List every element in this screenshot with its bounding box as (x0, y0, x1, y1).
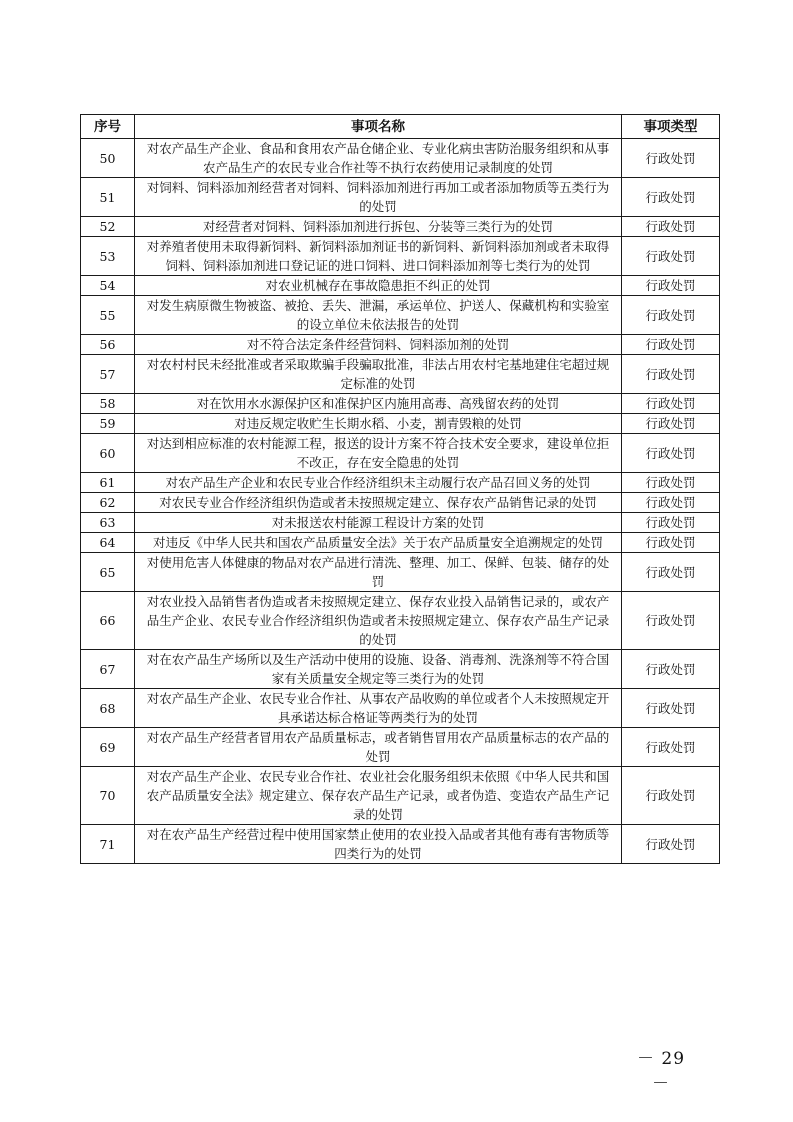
header-item-type: 事项类型 (622, 115, 720, 139)
table-row (81, 139, 720, 178)
row-serial-number: 53 (81, 237, 135, 276)
page-number: － 29 － (636, 1049, 686, 1094)
row-item-name: 对使用危害人体健康的物品对农产品进行清洗、整理、加工、保鲜、包装、储存的处罚 (135, 553, 622, 592)
row-item-type: 行政处罚 (622, 296, 720, 335)
table-row (81, 473, 720, 493)
row-item-name: 对在饮用水水源保护区和准保护区内施用高毒、高残留农药的处罚 (135, 394, 622, 414)
row-serial-number: 61 (81, 473, 135, 493)
row-serial-number: 68 (81, 689, 135, 728)
table-row (81, 728, 720, 767)
table-row (81, 533, 720, 553)
header-item-name: 事项名称 (135, 115, 622, 139)
row-item-name: 对农产品生产企业和农民专业合作经济组织未主动履行农产品召回义务的处罚 (135, 473, 622, 493)
row-serial-number: 64 (81, 533, 135, 553)
row-item-type: 行政处罚 (622, 355, 720, 394)
row-item-name: 对违反规定收贮生长期水稻、小麦，割青毁粮的处罚 (135, 414, 622, 434)
row-serial-number: 52 (81, 217, 135, 237)
row-serial-number: 51 (81, 178, 135, 217)
row-item-name: 对不符合法定条件经营饲料、饲料添加剂的处罚 (135, 335, 622, 355)
items-table (80, 114, 720, 864)
table-row (81, 237, 720, 276)
table-row (81, 650, 720, 689)
table-row (81, 217, 720, 237)
row-item-name: 对饲料、饲料添加剂经营者对饲料、饲料添加剂进行再加工或者添加物质等五类行为的处罚 (135, 178, 622, 217)
row-item-type: 行政处罚 (622, 592, 720, 650)
row-serial-number: 70 (81, 767, 135, 825)
table-row (81, 414, 720, 434)
table-row (81, 493, 720, 513)
row-item-type: 行政处罚 (622, 689, 720, 728)
row-item-name: 对农业机械存在事故隐患拒不纠正的处罚 (135, 276, 622, 296)
row-item-type: 行政处罚 (622, 335, 720, 355)
row-item-name: 对农业投入品销售者伪造或者未按照规定建立、保存农业投入品销售记录的，或农产品生产企业、农民专业合作经济组织伪造或者未按照规定建立、保存农产品生产记录的处罚 (135, 592, 622, 650)
table-row (81, 355, 720, 394)
row-item-name: 对农民专业合作经济组织伪造或者未按照规定建立、保存农产品销售记录的处罚 (135, 493, 622, 513)
row-serial-number: 56 (81, 335, 135, 355)
table-row (81, 178, 720, 217)
row-item-type: 行政处罚 (622, 533, 720, 553)
table-row (81, 553, 720, 592)
row-serial-number: 50 (81, 139, 135, 178)
table-row (81, 825, 720, 864)
table-row (81, 767, 720, 825)
row-item-name: 对在农产品生产经营过程中使用国家禁止使用的农业投入品或者其他有毒有害物质等四类行为的处罚 (135, 825, 622, 864)
row-item-type: 行政处罚 (622, 414, 720, 434)
row-item-type: 行政处罚 (622, 493, 720, 513)
row-item-type: 行政处罚 (622, 139, 720, 178)
row-serial-number: 66 (81, 592, 135, 650)
row-serial-number: 65 (81, 553, 135, 592)
row-item-name: 对农产品生产企业、农民专业合作社、农业社会化服务组织未依照《中华人民共和国农产品质量安全法》规定建立、保存农产品生产记录，或者伪造、变造农产品生产记录的处罚 (135, 767, 622, 825)
row-item-type: 行政处罚 (622, 650, 720, 689)
row-item-type: 行政处罚 (622, 276, 720, 296)
row-item-type: 行政处罚 (622, 513, 720, 533)
row-item-name: 对发生病原微生物被盗、被抢、丢失、泄漏，承运单位、护送人、保藏机构和实验室的设立单位未依法报告的处罚 (135, 296, 622, 335)
row-item-name: 对养殖者使用未取得新饲料、新饲料添加剂证书的新饲料、新饲料添加剂或者未取得饲料、饲料添加剂进口登记证的进口饲料、进口饲料添加剂等七类行为的处罚 (135, 237, 622, 276)
row-item-type: 行政处罚 (622, 825, 720, 864)
row-item-name: 对经营者对饲料、饲料添加剂进行拆包、分装等三类行为的处罚 (135, 217, 622, 237)
row-serial-number: 71 (81, 825, 135, 864)
row-item-type: 行政处罚 (622, 434, 720, 473)
row-item-type: 行政处罚 (622, 237, 720, 276)
table-row (81, 335, 720, 355)
table-header-row (81, 115, 720, 139)
table-row (81, 434, 720, 473)
row-serial-number: 54 (81, 276, 135, 296)
table-row (81, 513, 720, 533)
row-item-name: 对在农产品生产场所以及生产活动中使用的设施、设备、消毒剂、洗涤剂等不符合国家有关质量安全规定等三类行为的处罚 (135, 650, 622, 689)
table-row (81, 394, 720, 414)
row-item-type: 行政处罚 (622, 728, 720, 767)
row-serial-number: 67 (81, 650, 135, 689)
row-item-name: 对农产品生产企业、食品和食用农产品仓储企业、专业化病虫害防治服务组织和从事农产品生产的农民专业合作社等不执行农药使用记录制度的处罚 (135, 139, 622, 178)
row-serial-number: 69 (81, 728, 135, 767)
row-serial-number: 62 (81, 493, 135, 513)
row-serial-number: 59 (81, 414, 135, 434)
row-serial-number: 58 (81, 394, 135, 414)
row-item-name: 对农产品生产经营者冒用农产品质量标志，或者销售冒用农产品质量标志的农产品的处罚 (135, 728, 622, 767)
row-item-name: 对农村村民未经批准或者采取欺骗手段骗取批准，非法占用农村宅基地建住宅超过规定标准的处罚 (135, 355, 622, 394)
row-item-name: 对违反《中华人民共和国农产品质量安全法》关于农产品质量安全追溯规定的处罚 (135, 533, 622, 553)
row-serial-number: 55 (81, 296, 135, 335)
row-item-name: 对未报送农村能源工程设计方案的处罚 (135, 513, 622, 533)
row-item-type: 行政处罚 (622, 394, 720, 414)
row-serial-number: 57 (81, 355, 135, 394)
row-item-name: 对农产品生产企业、农民专业合作社、从事农产品收购的单位或者个人未按照规定开具承诺达标合格证等两类行为的处罚 (135, 689, 622, 728)
row-serial-number: 63 (81, 513, 135, 533)
row-item-type: 行政处罚 (622, 217, 720, 237)
header-serial-number: 序号 (81, 115, 135, 139)
row-item-name: 对达到相应标准的农村能源工程，报送的设计方案不符合技术安全要求，建设单位拒不改正，存在安全隐患的处罚 (135, 434, 622, 473)
row-item-type: 行政处罚 (622, 473, 720, 493)
row-item-type: 行政处罚 (622, 767, 720, 825)
table-row (81, 296, 720, 335)
table-row (81, 689, 720, 728)
table-row (81, 276, 720, 296)
row-serial-number: 60 (81, 434, 135, 473)
table-row (81, 592, 720, 650)
row-item-type: 行政处罚 (622, 553, 720, 592)
row-item-type: 行政处罚 (622, 178, 720, 217)
